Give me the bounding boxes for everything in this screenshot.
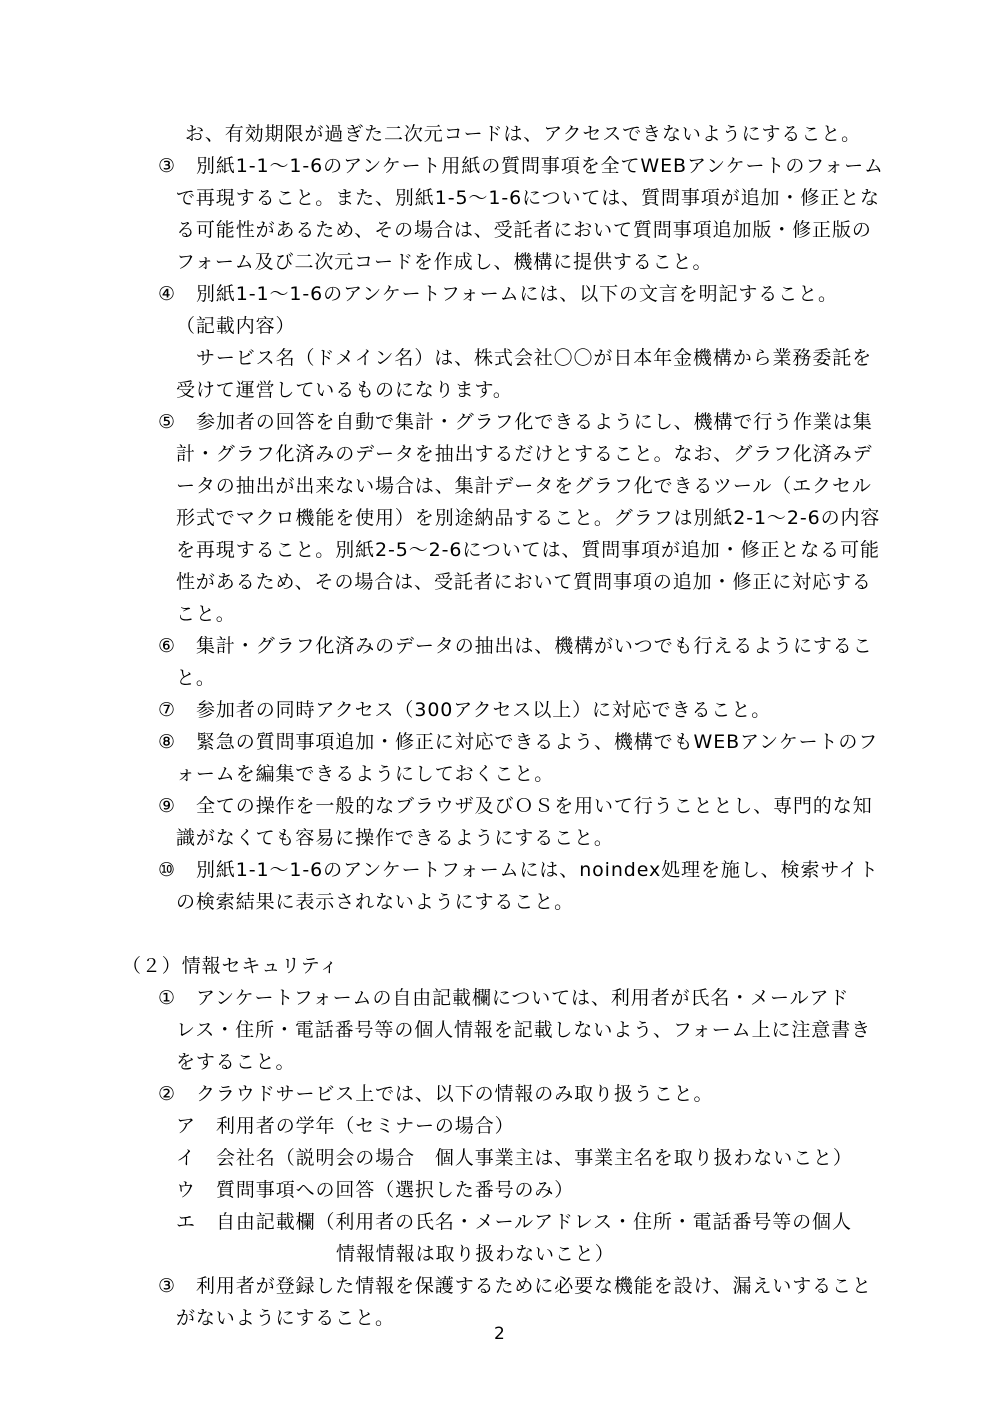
item-text-line: アンケートフォームの自由記載欄については、利用者が氏名・メールアド [196, 987, 850, 1009]
item-marker: ② [158, 1083, 176, 1105]
item-text-line: 別紙1-1～1-6のアンケート用紙の質問事項を全てWEBアンケートのフォーム [196, 155, 884, 177]
item-text-line: クラウドサービス上では、以下の情報のみ取り扱うこと。 [196, 1083, 714, 1105]
subitem-marker: エ [176, 1211, 196, 1233]
item-marker: ③ [158, 1275, 176, 1297]
subitem-text-line: 会社名（説明会の場合 個人事業主は、事業主名を取り扱わないこと） [216, 1147, 853, 1169]
item-text-line: をすること。 [176, 1051, 296, 1073]
item-text-line: 利用者が登録した情報を保護するために必要な機能を設け、漏えいすること [196, 1275, 872, 1297]
item-text-line: ォームを編集できるようにしておくこと。 [176, 763, 555, 785]
subitem-text-line: 情報情報は取り扱わないこと） [336, 1243, 615, 1265]
item-marker: ⑧ [158, 731, 176, 753]
subitem-text-line: 質問事項への回答（選択した番号のみ） [216, 1179, 575, 1201]
subitem-text-line: 自由記載欄（利用者の氏名・メールアドレス・住所・電話番号等の個人 [216, 1211, 852, 1233]
item-text-line: 計・グラフ化済みのデータを抽出するだけとすること。なお、グラフ化済みデ [176, 443, 873, 465]
item-text-line: を再現すること。別紙2-5～2-6については、質問事項が追加・修正となる可能 [176, 539, 880, 561]
item-marker: ⑤ [158, 411, 176, 433]
item-text-line: 全ての操作を一般的なブラウザ及びＯＳを用いて行うこととし、専門的な知 [196, 795, 873, 817]
subitem-text-line: 利用者の学年（セミナーの場合） [216, 1115, 515, 1137]
item-text-line: 参加者の回答を自動で集計・グラフ化できるようにし、機構で行う作業は集 [196, 411, 873, 433]
item-text-line: 識がなくても容易に操作できるようにすること。 [176, 827, 614, 849]
item-marker: ⑨ [158, 795, 176, 817]
item-text-line: 性があるため、その場合は、受託者において質問事項の追加・修正に対応する [176, 571, 872, 593]
item-text-line: と。 [176, 667, 216, 689]
item-marker: ③ [158, 155, 176, 177]
item-marker: ④ [158, 283, 176, 305]
item-text-line: 受けて運営しているものになります。 [176, 379, 513, 401]
item-text-line: で再現すること。また、別紙1-5～1-6については、質問事項が追加・修正とな [176, 187, 880, 209]
item-text-line: 別紙1-1～1-6のアンケートフォームには、以下の文言を明記すること。 [196, 283, 838, 305]
subitem-marker: ア [176, 1115, 196, 1137]
item-text-line: 形式でマクロ機能を使用）を別途納品すること。グラフは別紙2-1～2-6の内容 [176, 507, 881, 529]
item-marker: ⑥ [158, 635, 176, 657]
item-marker: ① [158, 987, 176, 1009]
item-text-line: フォーム及び二次元コードを作成し、機構に提供すること。 [176, 251, 713, 273]
item-text-line: の検索結果に表示されないようにすること。 [176, 891, 575, 913]
section-heading: （２）情報セキュリティ [122, 955, 340, 977]
item-text-line: こと。 [176, 603, 236, 625]
item-text-line: （記載内容） [176, 315, 296, 337]
item-text-line: 別紙1-1～1-6のアンケートフォームには、noindex処理を施し、検索サイト [196, 859, 879, 881]
item-text-line: 参加者の同時アクセス（300アクセス以上）に対応できること。 [196, 699, 772, 721]
item-text-line: 集計・グラフ化済みのデータの抽出は、機構がいつでも行えるようにするこ [196, 635, 873, 657]
item-text-line: レス・住所・電話番号等の個人情報を記載しないよう、フォーム上に注意書き [176, 1019, 871, 1041]
subitem-marker: イ [176, 1147, 196, 1169]
item-text-line: る可能性があるため、その場合は、受託者において質問事項追加版・修正版の [176, 219, 872, 241]
continuation-line: お、有効期限が過ぎた二次元コードは、アクセスできないようにすること。 [185, 123, 862, 145]
item-marker: ⑩ [158, 859, 176, 881]
item-text-line: がないようにすること。 [176, 1307, 395, 1329]
subitem-marker: ウ [176, 1179, 196, 1201]
item-marker: ⑦ [158, 699, 176, 721]
item-text-line: 緊急の質問事項追加・修正に対応できるよう、機構でもWEBアンケートのフ [196, 731, 879, 753]
item-text-line: サービス名（ドメイン名）は、株式会社〇〇が日本年金機構から業務委託を [196, 347, 873, 369]
page-number: 2 [494, 1324, 505, 1344]
item-text-line: ータの抽出が出来ない場合は、集計データをグラフ化できるツール（エクセル [176, 475, 872, 497]
